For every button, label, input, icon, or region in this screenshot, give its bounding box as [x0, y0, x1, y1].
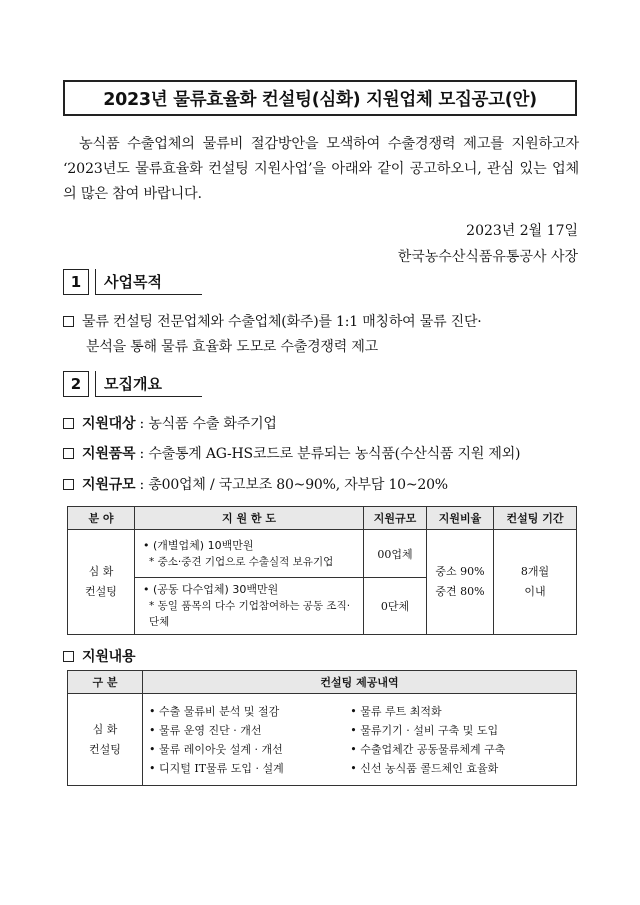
section-1-item	[63, 310, 482, 334]
title-box	[63, 80, 577, 116]
support-content-label: 지원내용	[82, 649, 136, 665]
content-table	[67, 670, 577, 786]
support-items-label: 지원품목	[82, 446, 136, 462]
limit-main: • (공동 다수업체) 30백만원	[143, 583, 279, 596]
section-2-heading	[63, 370, 202, 398]
table-header: 지원규모	[364, 507, 427, 530]
intro-paragraph: 농식품 수출업체의 물류비 절감방안을 모색하여 수출경쟁력 제고를 지원하고자 ‘2023년도 물류효율화 컨설팅 지원사업’을 아래와 같이 공고하오니, 관심 있는 업체의 많은 참여 바랍니다.	[63, 136, 579, 202]
list-item: • 물류기기 · 설비 구축 및 도입	[350, 723, 499, 737]
checkbox-square-icon	[63, 448, 74, 459]
section-1-text-line2: 분석을 통해 물류 효율화 도모로 수출경쟁력 제고	[86, 339, 378, 355]
content-left-column	[143, 694, 347, 786]
limit-cell	[135, 578, 364, 635]
section-1-item-cont	[86, 335, 378, 359]
table-header: 분 야	[68, 507, 135, 530]
page-title: 2023년 물류효율화 컨설팅(심화) 지원업체 모집공고(안)	[103, 89, 537, 110]
period-cell: 8개월 이내	[494, 530, 577, 635]
section-2-title: 모집개요	[95, 371, 202, 397]
category-cell: 심 화 컨설팅	[68, 694, 143, 786]
ratio-cell: 중소 90% 중견 80%	[427, 530, 494, 635]
limit-note: * 동일 품목의 다수 기업참여하는 공동 조직·단체	[149, 600, 351, 628]
table-header: 컨설팅 제공내역	[143, 671, 577, 694]
support-target-item	[63, 412, 277, 436]
category-cell: 심 화 컨설팅	[68, 530, 135, 635]
support-content-item	[63, 645, 135, 669]
checkbox-square-icon	[63, 651, 74, 662]
support-scale-text: : 총00업체 / 국고보조 80~90%, 자부담 10~20%	[135, 477, 448, 493]
content-right-column	[346, 694, 576, 786]
list-item: • 디지털 IT물류 도입 · 설계	[149, 761, 284, 775]
announcement-date: 2023년 2월 17일	[466, 223, 578, 239]
support-target-label: 지원대상	[82, 416, 136, 432]
list-item: • 신선 농식품 콜드체인 효율화	[350, 761, 499, 775]
support-items-text: : 수출통계 AG-HS코드로 분류되는 농식품(수산식품 지원 제외)	[135, 446, 521, 462]
limit-main: • (개별업체) 10백만원	[143, 538, 254, 552]
list-item: • 수출 물류비 분석 및 절감	[149, 704, 280, 718]
list-item: • 물류 루트 최적화	[350, 704, 442, 718]
section-1-text-line1: 물류 컨설팅 전문업체와 수출업체(화주)를 1:1 매칭하여 물류 진단·	[82, 314, 482, 330]
support-items-item	[63, 442, 520, 466]
scale-cell: 0단체	[364, 578, 427, 635]
table-header: 지 원 한 도	[135, 507, 364, 530]
section-1-number: 1	[63, 269, 89, 295]
limit-note: * 중소·중견 기업으로 수출실적 보유기업	[149, 555, 334, 568]
checkbox-square-icon	[63, 316, 74, 327]
table-header: 구 분	[68, 671, 143, 694]
checkbox-square-icon	[63, 479, 74, 490]
section-1-title: 사업목적	[95, 269, 202, 295]
support-scale-label: 지원규모	[82, 477, 136, 493]
list-item: • 물류 레이아웃 설계 · 개선	[149, 742, 283, 756]
table-header: 지원비율	[427, 507, 494, 530]
list-item: • 물류 운영 진단 · 개선	[149, 723, 262, 737]
support-target-text: : 농식품 수출 화주기업	[135, 416, 277, 432]
issuing-organization: 한국농수산식품유통공사 사장	[397, 249, 578, 265]
checkbox-square-icon	[63, 418, 74, 429]
section-1-heading	[63, 268, 202, 296]
table-header: 컨설팅 기간	[494, 507, 577, 530]
support-table	[67, 506, 577, 635]
list-item: • 수출업체간 공동물류체계 구축	[350, 742, 506, 756]
scale-cell: 00업체	[364, 530, 427, 578]
limit-cell	[135, 530, 364, 578]
section-2-number: 2	[63, 371, 89, 397]
support-scale-item	[63, 473, 448, 497]
